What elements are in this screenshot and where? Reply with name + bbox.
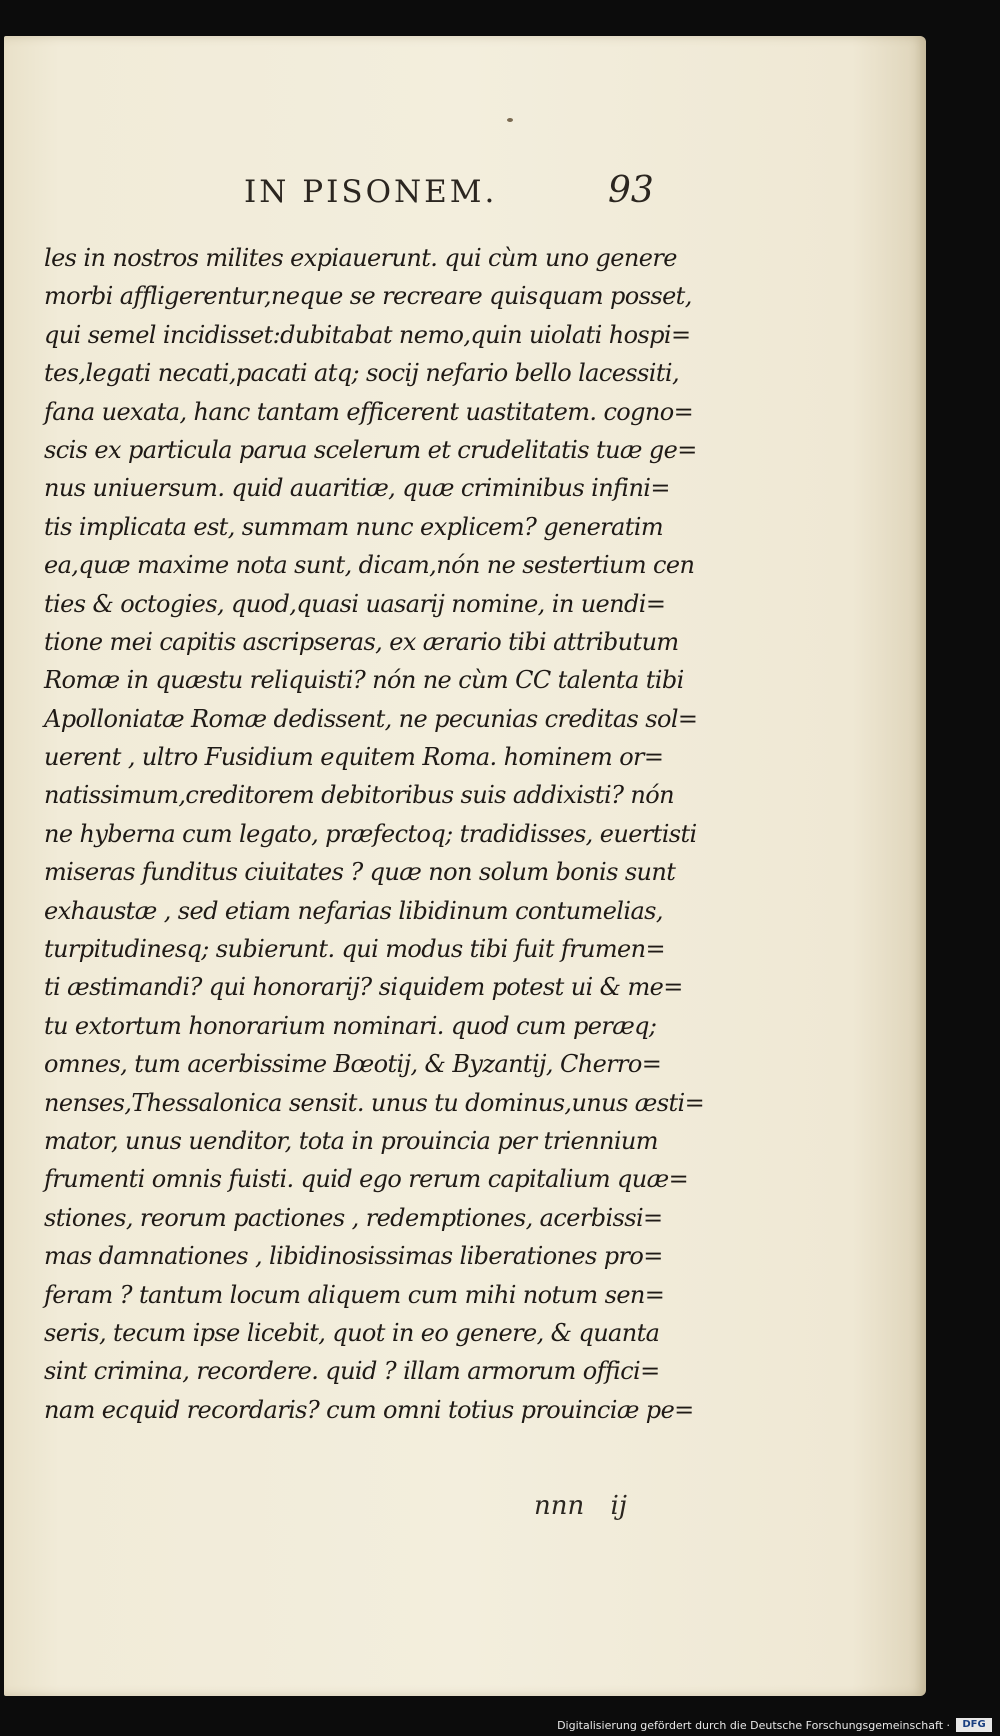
text-line: tes,legati necati,pacati atq; socij nefario bello lacessiti, <box>44 359 679 388</box>
text-line: Apolloniatæ Romæ dedissent, ne pecunias creditas sol= <box>44 704 698 733</box>
running-head <box>4 170 926 214</box>
text-line: stiones, reorum pactiones , redemptiones, acerbissi= <box>44 1203 663 1232</box>
book-page <box>4 36 926 1696</box>
text-line: fana uexata, hanc tantam efficerent uastitatem. cogno= <box>44 397 694 426</box>
text-line: tis implicata est, summam nunc explicem? generatim <box>44 512 664 541</box>
text-line: omnes, tum acerbissime Bœotij, & Byzantij, Cherro= <box>44 1050 662 1079</box>
text-line: miseras funditus ciuitates ? quæ non solum bonis sunt <box>44 858 676 887</box>
text-line: scis ex particula parua scelerum et crudelitatis tuæ ge= <box>44 435 697 464</box>
text-line: frumenti omnis fuisti. quid ego rerum capitalium quæ= <box>44 1165 689 1194</box>
running-title: IN PISONEM. <box>244 174 498 210</box>
text-line: ties & octogies, quod,quasi uasarij nomine, in uendi= <box>44 589 666 618</box>
text-line: ea,quæ maxime nota sunt, dicam,nón ne sestertium cen <box>44 551 695 580</box>
text-line: les in nostros milites expiauerunt. qui cùm uno genere <box>44 244 677 272</box>
text-line: morbi affligerentur,neque se recreare quisquam posset, <box>44 282 692 311</box>
text-line: tione mei capitis ascripseras, ex ærario tibi attributum <box>44 627 679 656</box>
text-line: nus uniuersum. quid auaritiæ, quæ criminibus infini= <box>44 474 670 503</box>
text-line: exhaustæ , sed etiam nefarias libidinum contumelias, <box>44 896 663 925</box>
paper-speck <box>507 118 513 122</box>
digitization-credit: Digitalisierung gefördert durch die Deutsche Forschungsgemeinschaft · <box>557 1719 950 1732</box>
text-line: Romæ in quæstu reliquisti? nón ne cùm CC talenta tibi <box>44 666 684 695</box>
dfg-logo: DFG <box>956 1718 992 1732</box>
text-line: ne hyberna cum legato, præfectoq; tradidisses, euertisti <box>44 819 697 848</box>
text-line: feram ? tantum locum aliquem cum mihi notum sen= <box>44 1280 665 1309</box>
text-line: nam ecquid recordaris? cum omni totius prouinciæ pe= <box>44 1395 694 1424</box>
page-number: 93 <box>608 170 654 211</box>
text-line: ti æstimandi? qui honorarij? siquidem potest ui & me= <box>44 973 683 1002</box>
text-line: nenses,Thessalonica sensit. unus tu dominus,unus æsti= <box>44 1088 705 1117</box>
text-line: uerent , ultro Fusidium equitem Roma. hominem or= <box>44 743 664 772</box>
text-line: mator, unus uenditor, tota in prouincia per triennium <box>44 1126 658 1155</box>
text-line: natissimum,creditorem debitoribus suis addixisti? nón <box>44 781 674 810</box>
text-line: seris, tecum ipse licebit, quot in eo genere, & quanta <box>44 1318 660 1347</box>
text-line: tu extortum honorarium nominari. quod cum peræq; <box>44 1011 657 1040</box>
signature-mark: nnn ij <box>534 1491 627 1521</box>
text-line: qui semel incidisset:dubitabat nemo,quin uiolati hospi= <box>44 320 691 349</box>
text-block <box>44 239 705 1429</box>
text-line: turpitudinesq; subierunt. qui modus tibi fuit frumen= <box>44 935 666 964</box>
text-line: mas damnationes , libidinosissimas liberationes pro= <box>44 1242 663 1271</box>
text-line: sint crimina, recordere. quid ? illam armorum offici= <box>44 1357 660 1386</box>
